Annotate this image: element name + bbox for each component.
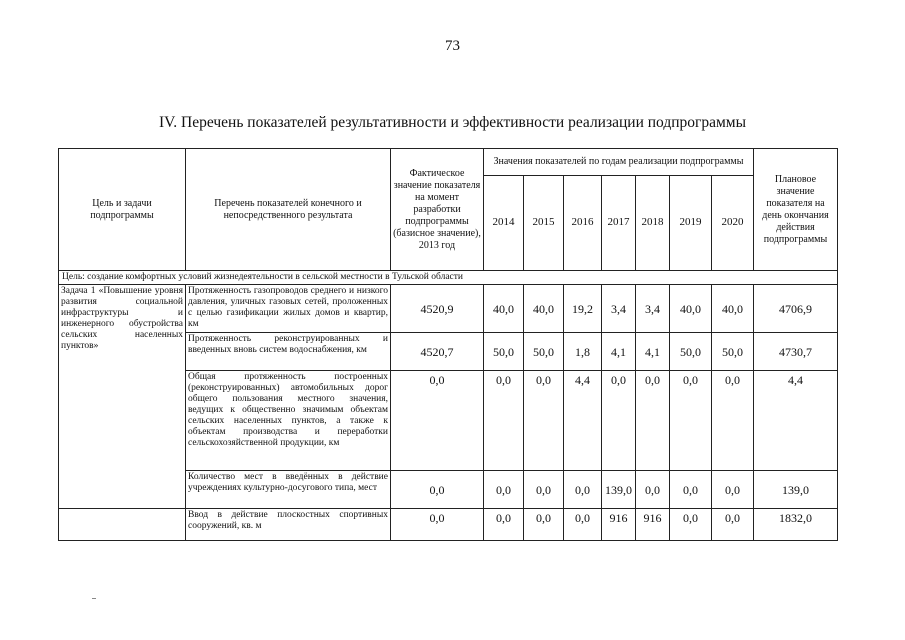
planned-value: 1832,0	[754, 509, 838, 541]
header-indicators: Перечень показателей конечного и непосредственного результата	[186, 149, 391, 271]
year-value: 0,0	[712, 371, 754, 471]
year-value: 50,0	[524, 333, 564, 371]
year-value: 50,0	[670, 333, 712, 371]
header-base-value: Фактическое значение показателя на момент разработки подпрограммы (базисное значение), 2013 год	[391, 149, 484, 271]
year-value: 0,0	[712, 471, 754, 509]
planned-value: 4706,9	[754, 285, 838, 333]
header-planned-value: Плановое значение показателя на день окончания действия подпрограммы	[754, 149, 838, 271]
base-value: 0,0	[391, 471, 484, 509]
indicator-name: Протяженность реконструированных и введенных вновь систем водоснабжения, км	[186, 333, 391, 371]
task-text: Задача 1 «Повышение уровня развития социальной инфраструктуры и инженерного обустройства сельских населенных пунктов»	[59, 285, 186, 509]
year-value: 0,0	[524, 471, 564, 509]
year-value: 139,0	[602, 471, 636, 509]
planned-value: 4730,7	[754, 333, 838, 371]
planned-value: 139,0	[754, 471, 838, 509]
year-value: 0,0	[712, 509, 754, 541]
year-value: 40,0	[712, 285, 754, 333]
header-year: 2018	[636, 176, 670, 271]
year-value: 0,0	[670, 509, 712, 541]
indicator-name: Ввод в действие плоскостных спортивных сооружений, кв. м	[186, 509, 391, 541]
indicator-name: Протяженность газопроводов среднего и низкого давления, уличных газовых сетей, проложенных с целью газификации жилых домов и квартир, км	[186, 285, 391, 333]
header-year: 2019	[670, 176, 712, 271]
year-value: 4,1	[602, 333, 636, 371]
year-value: 0,0	[524, 509, 564, 541]
header-year: 2014	[484, 176, 524, 271]
header-year: 2017	[602, 176, 636, 271]
year-value: 50,0	[484, 333, 524, 371]
header-years-group: Значения показателей по годам реализации подпрограммы	[484, 149, 754, 176]
year-value: 916	[636, 509, 670, 541]
year-value: 0,0	[484, 371, 524, 471]
year-value: 0,0	[484, 509, 524, 541]
base-value: 4520,7	[391, 333, 484, 371]
year-value: 4,4	[564, 371, 602, 471]
header-year: 2015	[524, 176, 564, 271]
indicator-name: Количество мест в введённых в действие учреждениях культурно-досугового типа, мест	[186, 471, 391, 509]
goal-row	[59, 271, 838, 285]
year-value: 0,0	[602, 371, 636, 471]
year-value: 0,0	[636, 471, 670, 509]
year-value: 0,0	[564, 509, 602, 541]
indicator-name: Общая протяженность построенных (реконструированных) автомобильных дорог общего пользования местного значения, ведущих к общественно значимым объектам сельских населенных пунктов, а также к объектам производства и переработки сельскохозяйственной продукции, км	[186, 371, 391, 471]
year-value: 3,4	[602, 285, 636, 333]
base-value: 0,0	[391, 371, 484, 471]
year-value: 1,8	[564, 333, 602, 371]
task-empty-cell	[59, 509, 186, 541]
header-year: 2020	[712, 176, 754, 271]
planned-value: 4,4	[754, 371, 838, 471]
indicators-table	[58, 148, 838, 541]
year-value: 0,0	[564, 471, 602, 509]
scan-speck	[92, 598, 96, 599]
page-number: 73	[445, 38, 460, 54]
year-value: 40,0	[670, 285, 712, 333]
year-value: 0,0	[670, 371, 712, 471]
year-value: 916	[602, 509, 636, 541]
table-row	[59, 285, 838, 333]
year-value: 0,0	[484, 471, 524, 509]
year-value: 19,2	[564, 285, 602, 333]
header-year: 2016	[564, 176, 602, 271]
year-value: 3,4	[636, 285, 670, 333]
year-value: 40,0	[484, 285, 524, 333]
year-value: 0,0	[636, 371, 670, 471]
base-value: 0,0	[391, 509, 484, 541]
year-value: 0,0	[524, 371, 564, 471]
header-row-1	[59, 149, 838, 176]
year-value: 0,0	[670, 471, 712, 509]
base-value: 4520,9	[391, 285, 484, 333]
table-row	[59, 509, 838, 541]
header-goal: Цель и задачи подпрограммы	[59, 149, 186, 271]
goal-text: Цель: создание комфортных условий жизнедеятельности в сельской местности в Тульской области	[59, 271, 838, 285]
year-value: 50,0	[712, 333, 754, 371]
year-value: 4,1	[636, 333, 670, 371]
year-value: 40,0	[524, 285, 564, 333]
page-title: IV. Перечень показателей результативности и эффективности реализации подпрограммы	[158, 114, 747, 131]
